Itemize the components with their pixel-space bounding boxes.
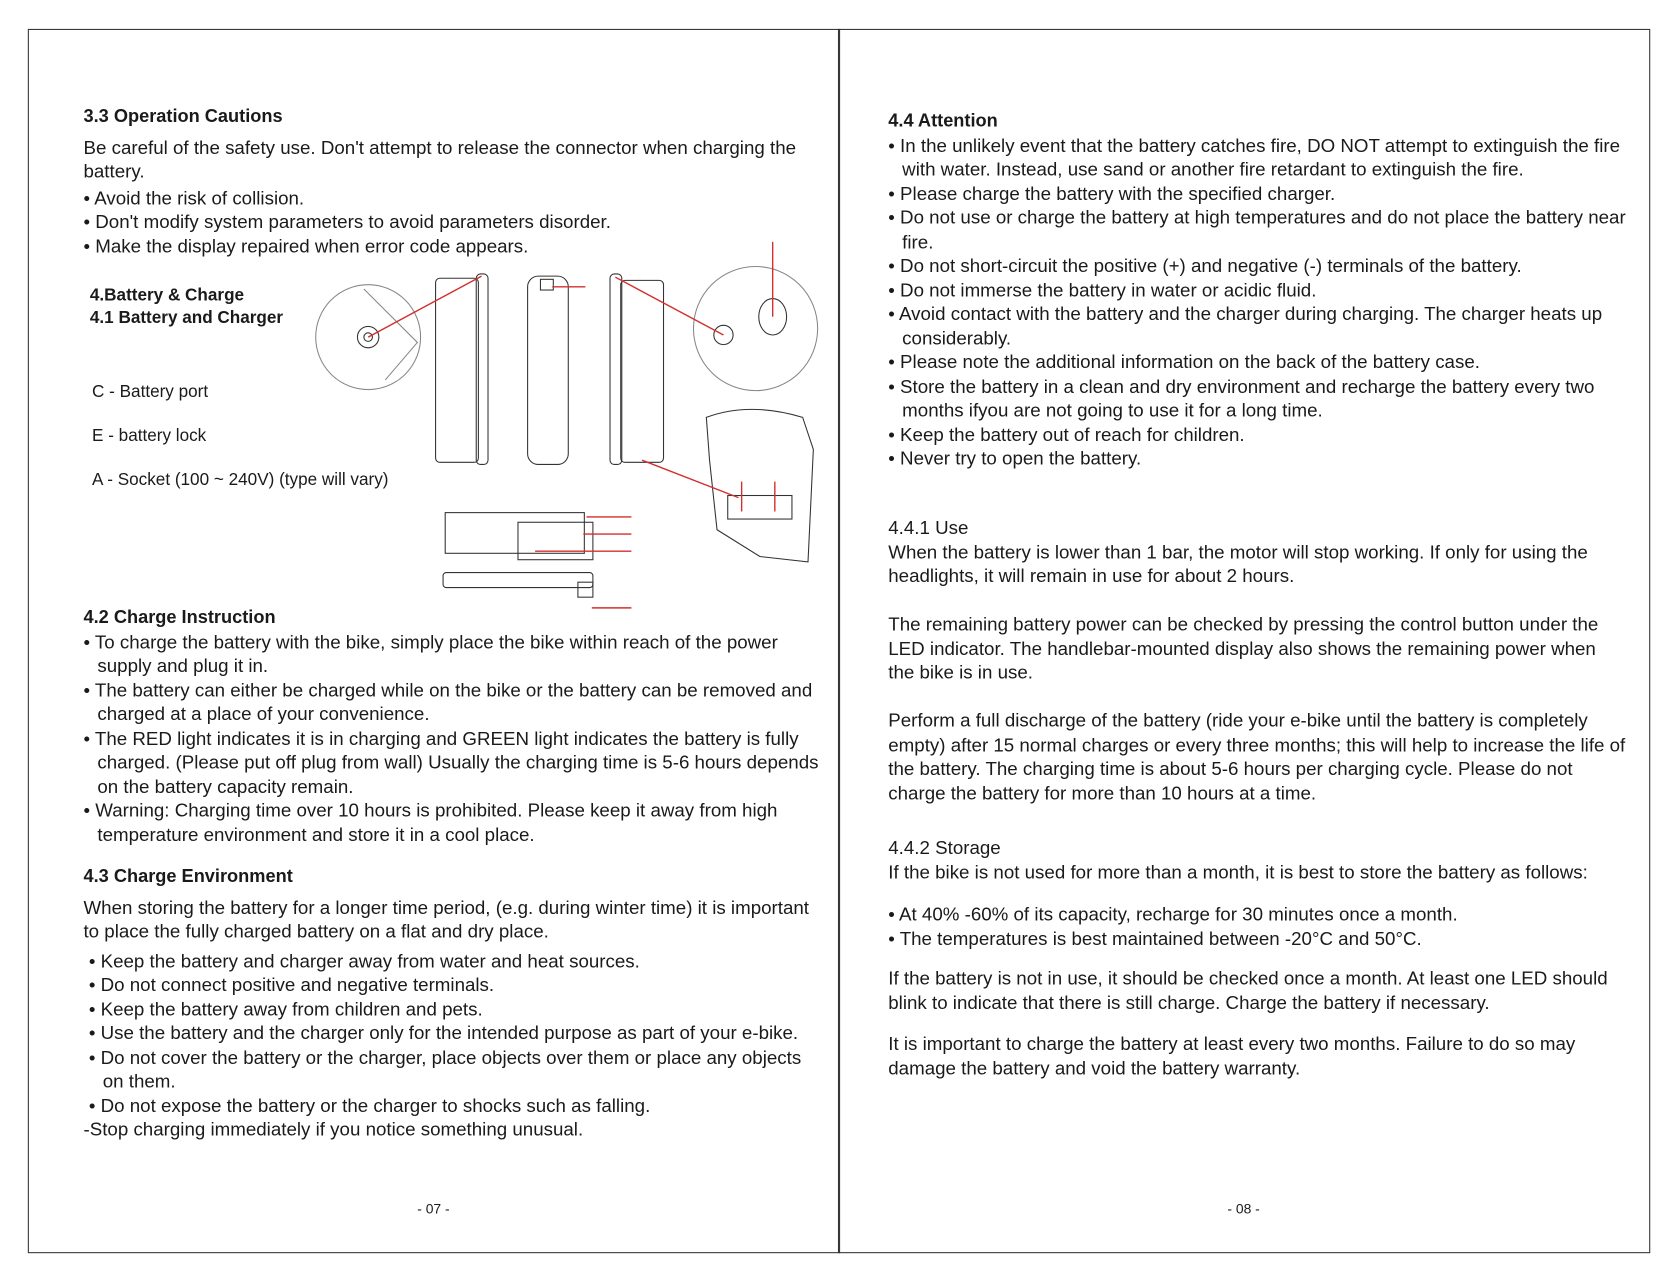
label-a: A - Socket (100 ~ 240V) (type will vary) bbox=[92, 470, 389, 490]
section-4-4 bbox=[888, 109, 1626, 470]
section-4-4-2 bbox=[888, 836, 1626, 1080]
section-4-2 bbox=[83, 606, 821, 847]
battery-charger-diagram bbox=[310, 235, 834, 615]
bullet: • Store the battery in a clean and dry environment and recharge the battery every two months ifyou are not going to use it for a long time. bbox=[888, 374, 1626, 422]
bullet: • Please note the additional information on the back of the battery case. bbox=[888, 350, 1626, 374]
bullet: • Never try to open the battery. bbox=[888, 446, 1626, 470]
bullet: • Do not use or charge the battery at high temperatures and do not place the battery near fire. bbox=[888, 205, 1626, 253]
section-4-3 bbox=[83, 865, 821, 1142]
heading: 4.3 Charge Environment bbox=[83, 865, 293, 887]
heading: 4.Battery & Charge bbox=[89, 286, 245, 306]
heading: 4.4.2 Storage bbox=[888, 836, 1001, 859]
intro: If the bike is not used for more than a month, it is best to store the battery as follows: bbox=[888, 860, 1588, 883]
heading: 4.4.1 Use bbox=[888, 516, 969, 539]
label-c: C - Battery port bbox=[92, 383, 209, 402]
bullet: • Keep the battery and charger away from water and heat sources. bbox=[89, 949, 822, 973]
bullet: • Use the battery and the charger only for the intended purpose as part of your e-bike. bbox=[89, 1021, 822, 1045]
bullet: • Warning: Charging time over 10 hours is prohibited. Please keep it away from high temperature environment and store it in a cool place. bbox=[83, 798, 821, 846]
bullet: • Do not connect positive and negative terminals. bbox=[89, 973, 822, 997]
paragraph: It is important to charge the battery at least every two months. Failure to do so may damage the battery and void the battery warranty. bbox=[888, 1032, 1576, 1079]
bullet: • Do not immerse the battery in water or acidic fluid. bbox=[888, 278, 1626, 302]
bullet: • Avoid contact with the battery and the charger during charging. The charger heats up considerably. bbox=[888, 302, 1626, 350]
bullet: • At 40% -60% of its capacity, recharge for 30 minutes once a month. bbox=[888, 902, 1626, 926]
bullet: • Don't modify system parameters to avoid parameters disorder. bbox=[83, 210, 821, 234]
bullet: • Do not cover the battery or the charger, place objects over them or place any objects on them. bbox=[89, 1045, 822, 1093]
bullet: • Keep the battery away from children and pets. bbox=[89, 997, 822, 1021]
intro: When storing the battery for a longer time period, (e.g. during winter time) it is important to place the fully charged battery on a flat and dry place. bbox=[83, 896, 810, 942]
label-e: E - battery lock bbox=[92, 427, 207, 446]
paragraph: If the battery is not in use, it should be checked once a month. At least one LED should blink to indicate that there is still charge. Charge the battery if necessary. bbox=[888, 967, 1608, 1013]
intro: Be careful of the safety use. Don't attempt to release the connector when charging the battery. bbox=[83, 136, 797, 182]
heading: 3.3 Operation Cautions bbox=[83, 105, 283, 127]
paragraph: The remaining battery power can be checked by pressing the control button under the LED indicator. The handlebar-mounted display also shows the remaining power when the bike is in use. bbox=[888, 613, 1599, 683]
footer-note: -Stop charging immediately if you notice something unusual. bbox=[83, 1118, 584, 1140]
page-number: - 08 - bbox=[1227, 1200, 1260, 1217]
page-number: - 07 - bbox=[417, 1200, 450, 1217]
bullet: • The battery can either be charged while on the bike or the battery can be removed and charged at a place of your convenience. bbox=[83, 678, 821, 726]
section-4-4-1 bbox=[888, 516, 1626, 805]
paragraph: When the battery is lower than 1 bar, the motor will stop working. If only for using the headlights, it will remain in use for about 2 hours. bbox=[888, 540, 1588, 587]
bullet: • The RED light indicates it is in charging and GREEN light indicates the battery is fully charged. (Please put off plug from wall) Usually the charging time is 5-6 hours depends on the battery capacity remain. bbox=[83, 726, 821, 798]
heading: 4.2 Charge Instruction bbox=[83, 606, 276, 628]
bullet: • To charge the battery with the bike, simply place the bike within reach of the power supply and plug it in. bbox=[83, 630, 821, 678]
bullet: • In the unlikely event that the battery catches fire, DO NOT attempt to extinguish the fire with water. Instead, use sand or another fire retardant to extinguish the fire. bbox=[888, 133, 1626, 181]
bullet: • Do not short-circuit the positive (+) and negative (-) terminals of the battery. bbox=[888, 254, 1626, 278]
paragraph: Perform a full discharge of the battery (ride your e-bike until the battery is completely empty) after 15 normal charges or every three months; this will help to increase the life of the battery. The charging time is about 5-6 hours per charging cycle. Please do not charge the battery for more than 10 hours at a time. bbox=[888, 709, 1626, 804]
subheading: 4.1 Battery and Charger bbox=[89, 309, 284, 328]
bullet: • Keep the battery out of reach for children. bbox=[888, 422, 1626, 446]
bullet: • Make the display repaired when error code appears. bbox=[83, 234, 821, 258]
bullet: • Do not expose the battery or the charger to shocks such as falling. bbox=[89, 1093, 822, 1117]
bullet: • The temperatures is best maintained between -20°C and 50°C. bbox=[888, 926, 1626, 950]
heading: 4.4 Attention bbox=[888, 110, 998, 131]
bullet: • Please charge the battery with the specified charger. bbox=[888, 181, 1626, 205]
bullet: • Avoid the risk of collision. bbox=[83, 186, 821, 210]
